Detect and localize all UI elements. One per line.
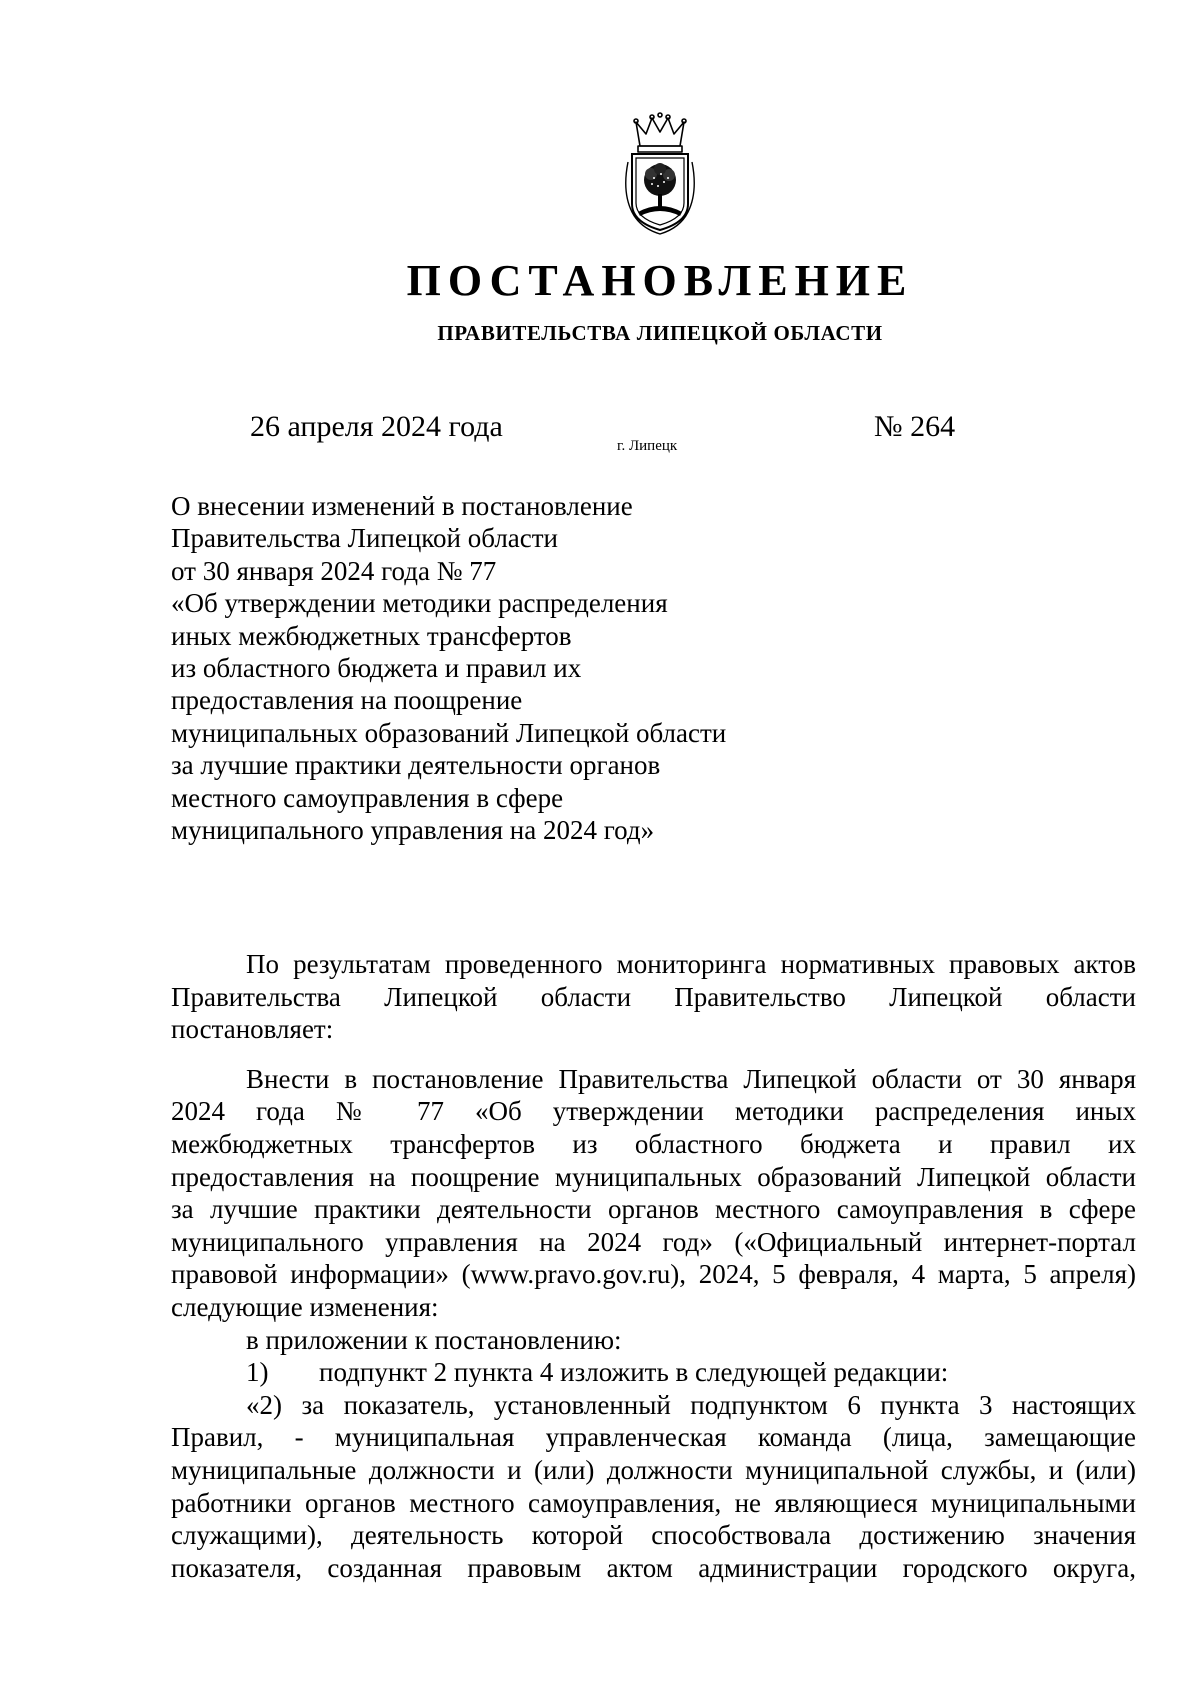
text-line: Правительства Липецкой области Правительство Липецкой области [171, 981, 1136, 1012]
text-line: предоставления на поощрение муниципальных образований Липецкой области [171, 1161, 1136, 1192]
issuing-authority: ПРАВИТЕЛЬСТВА ЛИПЕЦКОЙ ОБЛАСТИ [437, 321, 883, 345]
heading-line: за лучшие практики деятельности органов [171, 750, 661, 781]
text-line: 2024 года № 77 «Об утверждении методики распределения иных [171, 1096, 1136, 1127]
heading-line: местного самоуправления в сфере [171, 782, 564, 813]
document-title: ПОСТАНОВЛЕНИЕ [406, 256, 914, 305]
document-city: г. Липецк [617, 438, 678, 454]
document-body [171, 948, 1136, 1584]
heading-line: из областного бюджета и правил их [171, 653, 582, 684]
text-line: «2) за показатель, установленный подпунктом 6 пункта 3 настоящих [246, 1389, 1136, 1420]
text-line: за лучшие практики деятельности органов местного самоуправления в сфере [171, 1194, 1136, 1225]
document-date: 26 апреля 2024 года [250, 410, 503, 443]
list-item-number: 1) [246, 1357, 269, 1388]
text-line: По результатам проведенного мониторинга нормативных правовых актов [246, 949, 1136, 979]
document-heading [171, 490, 871, 846]
heading-line: муниципальных образований Липецкой области [171, 717, 727, 748]
text-line: Внести в постановление Правительства Липецкой области от 30 января [246, 1063, 1136, 1094]
heading-line: муниципального управления на 2024 год» [171, 815, 655, 846]
text-line: постановляет: [171, 1014, 334, 1045]
text-line: работники органов местного самоуправления, не являющиеся муниципальными [171, 1487, 1136, 1518]
heading-line: Правительства Липецкой области [171, 523, 559, 554]
text-line: следующие изменения: [171, 1291, 439, 1322]
list-item [171, 1356, 1136, 1389]
list-item-text: подпункт 2 пункта 4 изложить в следующей редакции: [319, 1357, 949, 1388]
coat-of-arms-icon [618, 112, 702, 236]
text-line: служащими), деятельность которой способствовала достижению значения [171, 1520, 1136, 1551]
paragraph-new-wording [171, 1389, 1136, 1585]
text-line: правовой информации» (www.pravo.gov.ru), 2024, 5 февраля, 4 марта, 5 апреля) [171, 1259, 1136, 1290]
heading-line: от 30 января 2024 года № 77 [171, 555, 497, 586]
text-line: показателя, созданная правовым актом администрации городского округа, [171, 1552, 1136, 1583]
paragraph-amendment [171, 1063, 1136, 1324]
heading-line: иных межбюджетных трансфертов [171, 620, 572, 651]
paragraph-annex [171, 1324, 1136, 1357]
paragraph-preamble [171, 948, 1136, 1046]
document-number: № 264 [874, 410, 956, 443]
text-line: муниципального управления на 2024 год» («Официальный интернет-портал [171, 1226, 1136, 1257]
heading-line: О внесении изменений в постановление [171, 491, 633, 521]
heading-line: предоставления на поощрение [171, 685, 523, 716]
text-line: муниципальные должности и (или) должности муниципальной службы, и (или) [171, 1454, 1136, 1485]
text-line: межбюджетных трансфертов из областного бюджета и правил их [171, 1128, 1136, 1159]
heading-line: «Об утверждении методики распределения [171, 588, 668, 619]
text-line: в приложении к постановлению: [246, 1324, 622, 1355]
text-line: Правил, - муниципальная управленческая команда (лица, замещающие [171, 1422, 1136, 1453]
